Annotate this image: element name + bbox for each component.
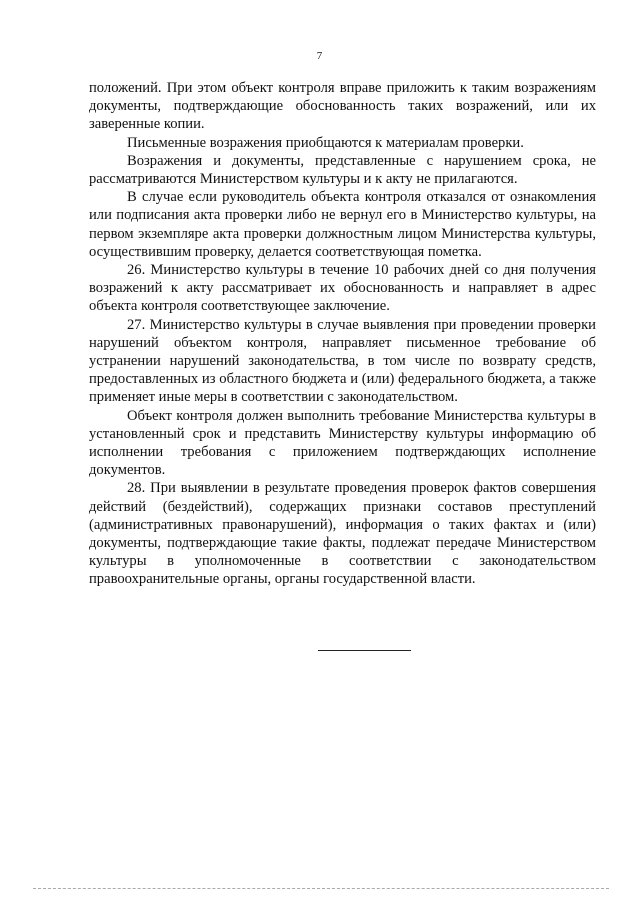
document-body — [89, 79, 596, 589]
paragraph-item-28: 28. При выявлении в результате проведения проверок фактов совершения действий (бездействий), содержащих признаки составов преступлений (административных правонарушений), информация о таких фактах и (или) документы, подтверждающие такие факты, подлежат передаче Министерством культуры в уполномоченные в соответствии с законодательством правоохранительные органы, органы государственной власти. — [89, 480, 596, 588]
paragraph-refusal-note: В случае если руководитель объекта контроля отказался от ознакомления или подписания акта проверки либо не вернул его в Министерство культуры, на первом экземпляре акта проверки должностным лицом Министерства культуры, осуществившим проверку, делается соответствующая пометка. — [89, 189, 596, 260]
page-number: 7 — [316, 50, 323, 62]
scan-bottom-edge — [33, 888, 609, 889]
paragraph-item-26: 26. Министерство культуры в течение 10 рабочих дней со дня получения возражений к акту рассматривает их обоснованность и направляет в адрес объекта контроля соответствующее заключение. — [89, 262, 596, 315]
paragraph-late-objections: Возражения и документы, представленные с нарушением срока, не рассматриваются Министерством культуры и к акту не прилагаются. — [89, 152, 596, 188]
paragraph-objections-continuation: положений. При этом объект контроля вправе приложить к таким возражениям документы, подтверждающие обоснованность таких возражений, или их заверенные копии. — [89, 80, 596, 133]
paragraph-written-objections: Письменные возражения приобщаются к материалам проверки. — [127, 134, 524, 151]
closing-divider — [318, 650, 411, 651]
paragraph-item-27: 27. Министерство культуры в случае выявления при проведении проверки нарушений объектом контроля, направляет письменное требование об устранении нарушений законодательства, в том числе по возврату средств, предоставленных из областного бюджета и (или) федерального бюджета, а также применяет иные меры в соответствии с законодательством. — [89, 316, 596, 406]
paragraph-requirement-fulfillment: Объект контроля должен выполнить требование Министерства культуры в установленный срок и представить Министерству культуры информацию об исполнении требования с приложением подтверждающих исполнение документов. — [89, 407, 596, 479]
